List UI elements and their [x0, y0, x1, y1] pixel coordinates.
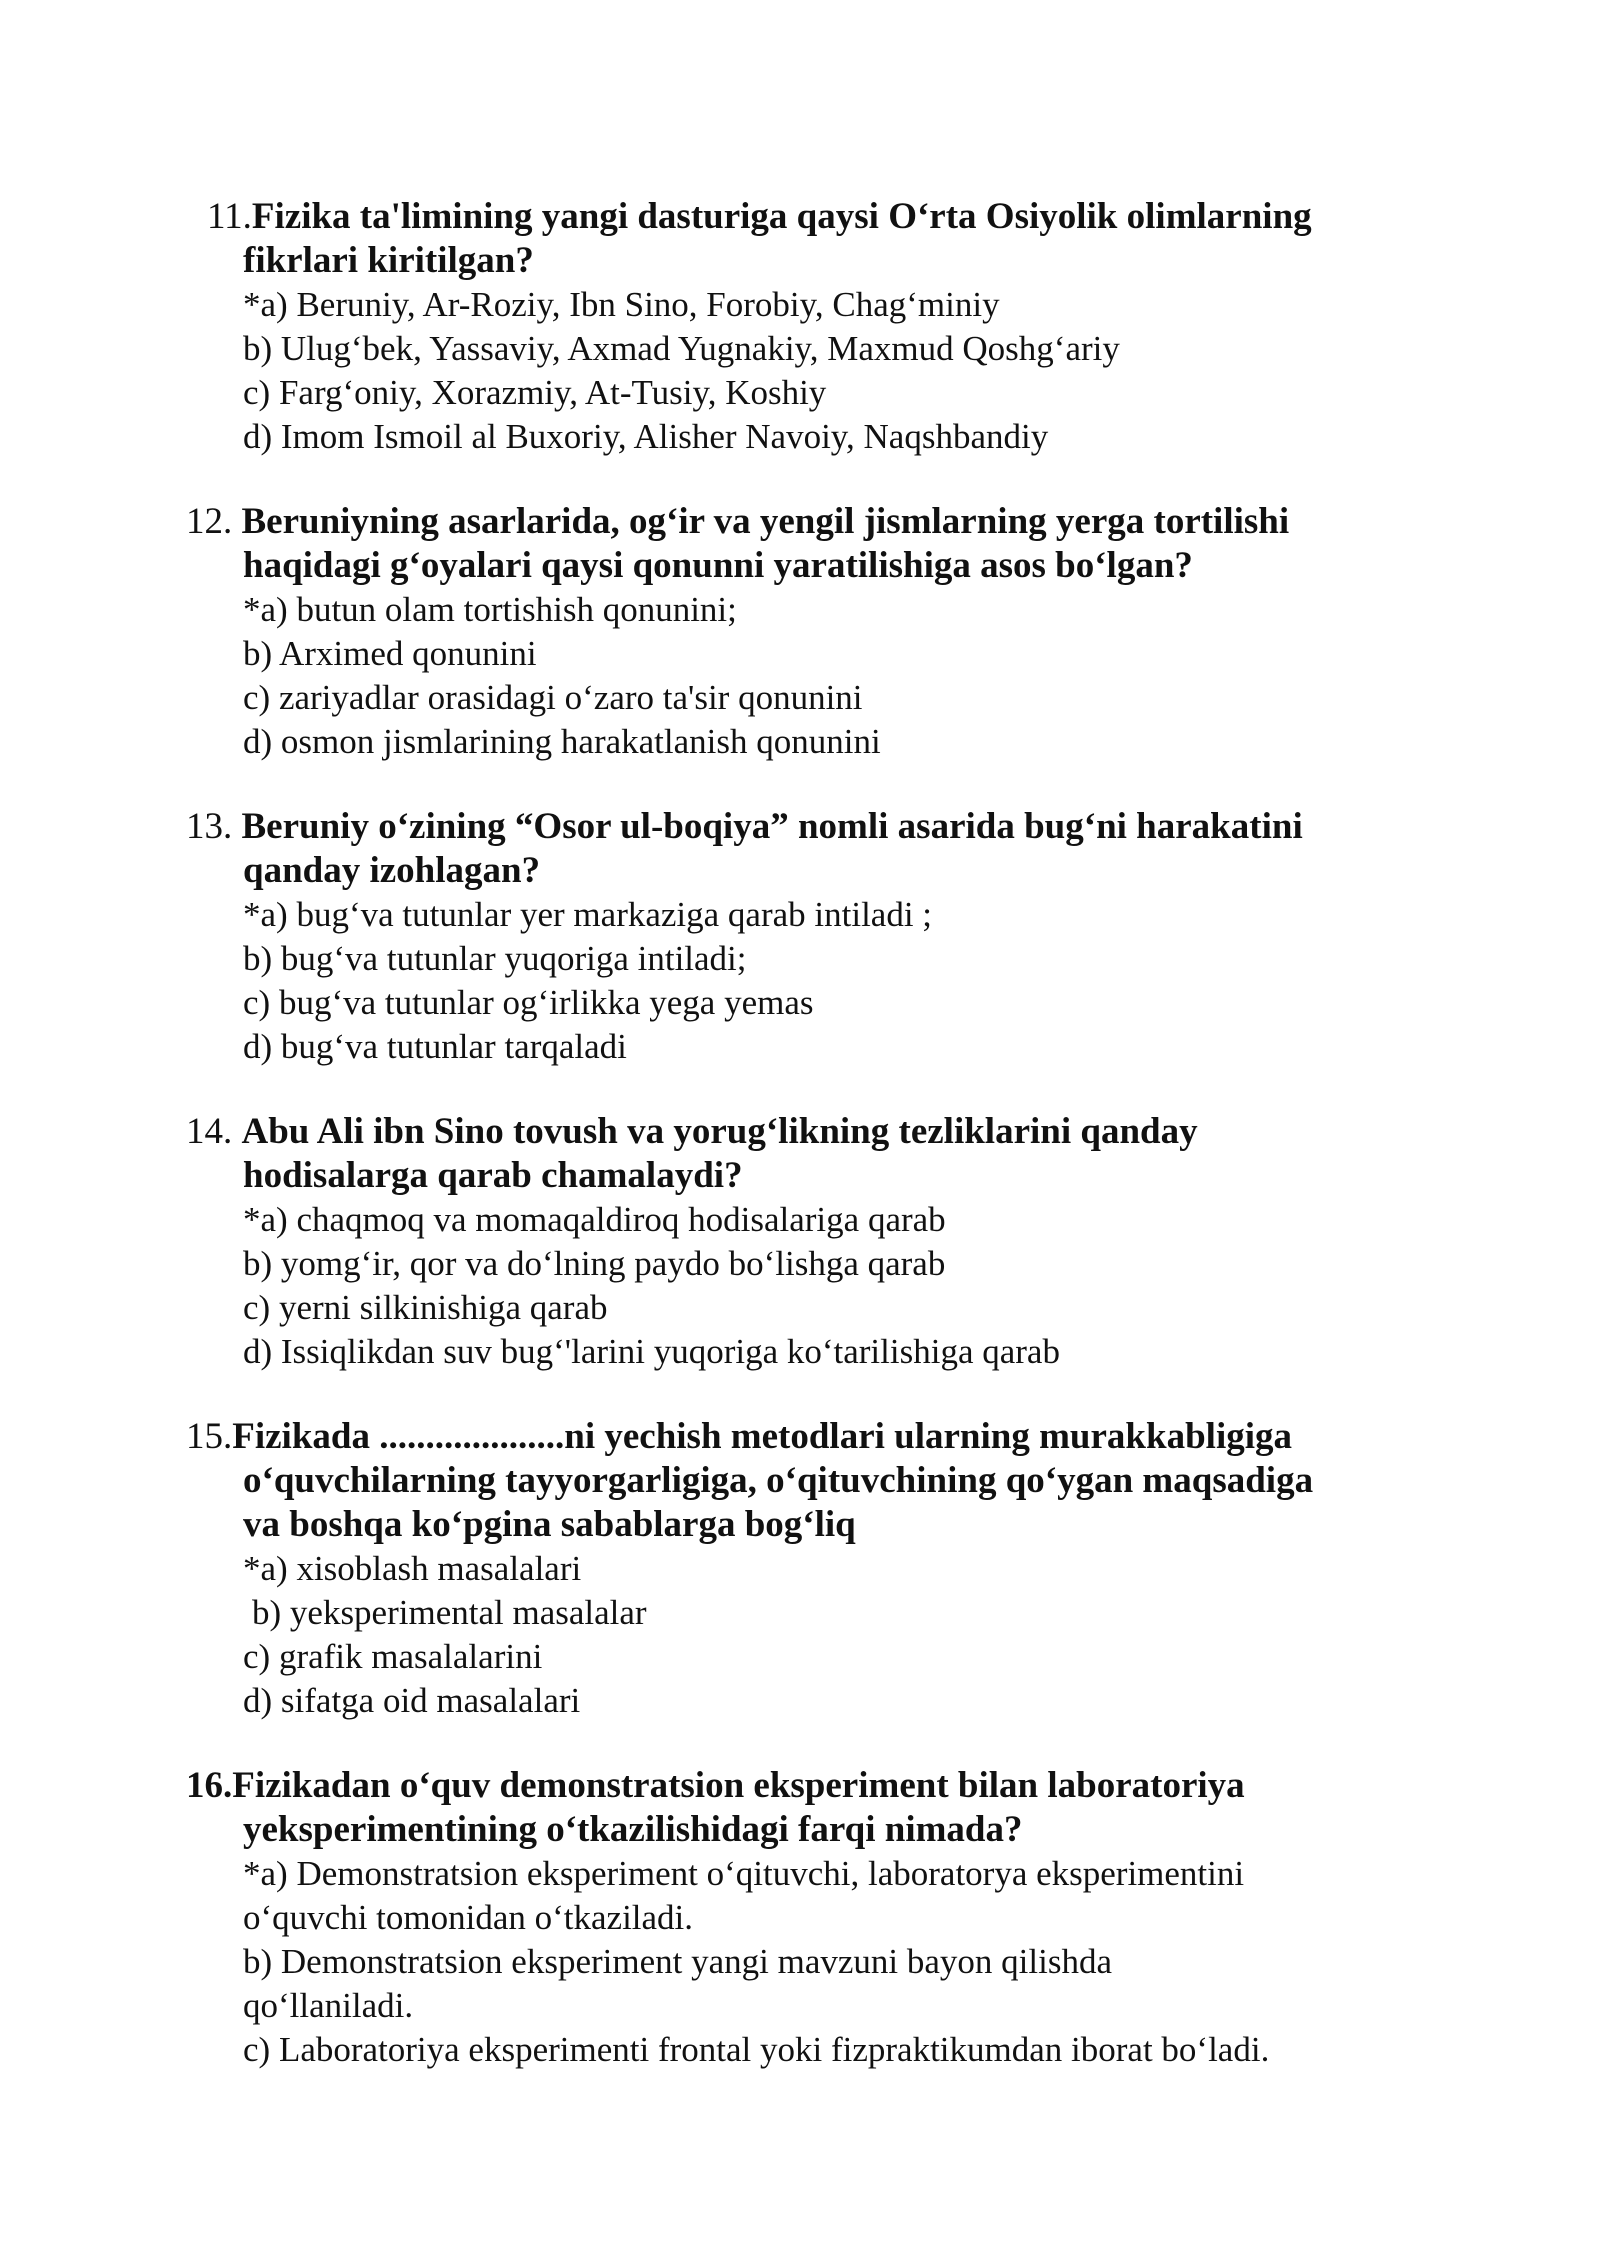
option-d: d) sifatga oid masalalari: [243, 1681, 581, 1720]
option-d: d) osmon jismlarining harakatlanish qonunini: [243, 722, 881, 761]
question-text-cont: hodisalarga qarab chamalaydi?: [243, 1155, 743, 1196]
question-text: Fizikada ....................ni yechish metodlari ularning murakkabligiga: [232, 1416, 1293, 1457]
option-c: c) grafik masalalarini: [243, 1637, 543, 1676]
option-c: c) yerni silkinishiga qarab: [243, 1288, 608, 1327]
option-b: b) Ulug‘bek, Yassaviy, Axmad Yugnakiy, Maxmud Qoshg‘ariy: [243, 329, 1120, 368]
question-text-cont: haqidagi g‘oyalari qaysi qonunni yaratilishiga asos bo‘lgan?: [243, 545, 1193, 586]
question-title: [186, 805, 1303, 849]
question-title: [207, 195, 1312, 239]
option-b: b) Arximed qonunini: [243, 634, 537, 673]
option-a: *a) butun olam tortishish qonunini;: [243, 590, 737, 629]
option-b-cont: qo‘llaniladi.: [243, 1986, 414, 2025]
option-d: d) bug‘va tutunlar tarqaladi: [243, 1027, 627, 1066]
question-title: [186, 1110, 1198, 1154]
option-a-cont: o‘quvchi tomonidan o‘tkaziladi.: [243, 1898, 694, 1937]
question-number: 11.: [207, 196, 252, 237]
question-number: 16.: [186, 1765, 233, 1806]
option-b: b) Demonstratsion eksperiment yangi mavzuni bayon qilishda: [243, 1942, 1112, 1981]
option-d: d) Issiqlikdan suv bug‘'larini yuqoriga ko‘tarilishiga qarab: [243, 1332, 1060, 1371]
option-d: d) Imom Ismoil al Buxoriy, Alisher Navoiy, Naqshbandiy: [243, 417, 1049, 456]
question-number: 15.: [186, 1416, 233, 1457]
question-text: Fizikadan o‘quv demonstratsion eksperiment bilan laboratoriya: [232, 1765, 1245, 1806]
question-text-cont: o‘quvchilarning tayyorgarligiga, o‘qituvchining qo‘ygan maqsadiga: [243, 1460, 1314, 1501]
question-number: 13.: [186, 806, 233, 847]
question-text-cont: va boshqa ko‘pgina sabablarga bog‘liq: [243, 1504, 856, 1545]
option-b: b) bug‘va tutunlar yuqoriga intiladi;: [243, 939, 747, 978]
option-b: b) yeksperimental masalalar: [252, 1593, 647, 1632]
question-text-cont: yeksperimentining o‘tkazilishidagi farqi nimada?: [243, 1809, 1023, 1850]
option-a: *a) bug‘va tutunlar yer markaziga qarab intiladi ;: [243, 895, 933, 934]
question-number: 12.: [186, 501, 233, 542]
question-text: Beruniyning asarlarida, og‘ir va yengil jismlarning yerga tortilishi: [241, 501, 1290, 542]
option-a: *a) Beruniy, Ar-Roziy, Ibn Sino, Forobiy, Chag‘miniy: [243, 285, 1000, 324]
option-a: *a) chaqmoq va momaqaldiroq hodisalariga qarab: [243, 1200, 946, 1239]
question-title: [186, 1764, 1245, 1808]
question-title: [186, 500, 1289, 544]
option-a: *a) Demonstratsion eksperiment o‘qituvchi, laboratorya eksperimentini: [243, 1854, 1245, 1893]
question-text: Abu Ali ibn Sino tovush va yorug‘likning tezliklarini qanday: [241, 1111, 1198, 1152]
option-c: c) Farg‘oniy, Xorazmiy, At-Tusiy, Koshiy: [243, 373, 827, 412]
question-title: [186, 1415, 1292, 1459]
question-text: Beruniy o‘zining “Osor ul-boqiya” nomli asarida bug‘ni harakatini: [241, 806, 1303, 847]
question-text-cont: qanday izohlagan?: [243, 850, 541, 891]
question-text: Fizika ta'limining yangi dasturiga qaysi O‘rta Osiyolik olimlarning: [251, 196, 1312, 237]
question-number: 14.: [186, 1111, 233, 1152]
option-c: c) zariyadlar orasidagi o‘zaro ta'sir qonunini: [243, 678, 863, 717]
option-c: c) Laboratoriya eksperimenti frontal yoki fizpraktikumdan iborat bo‘ladi.: [243, 2030, 1270, 2069]
option-c: c) bug‘va tutunlar og‘irlikka yega yemas: [243, 983, 814, 1022]
option-a: *a) xisoblash masalalari: [243, 1549, 582, 1588]
question-text-cont: fikrlari kiritilgan?: [243, 240, 534, 281]
option-b: b) yomg‘ir, qor va do‘lning paydo bo‘lishga qarab: [243, 1244, 946, 1283]
